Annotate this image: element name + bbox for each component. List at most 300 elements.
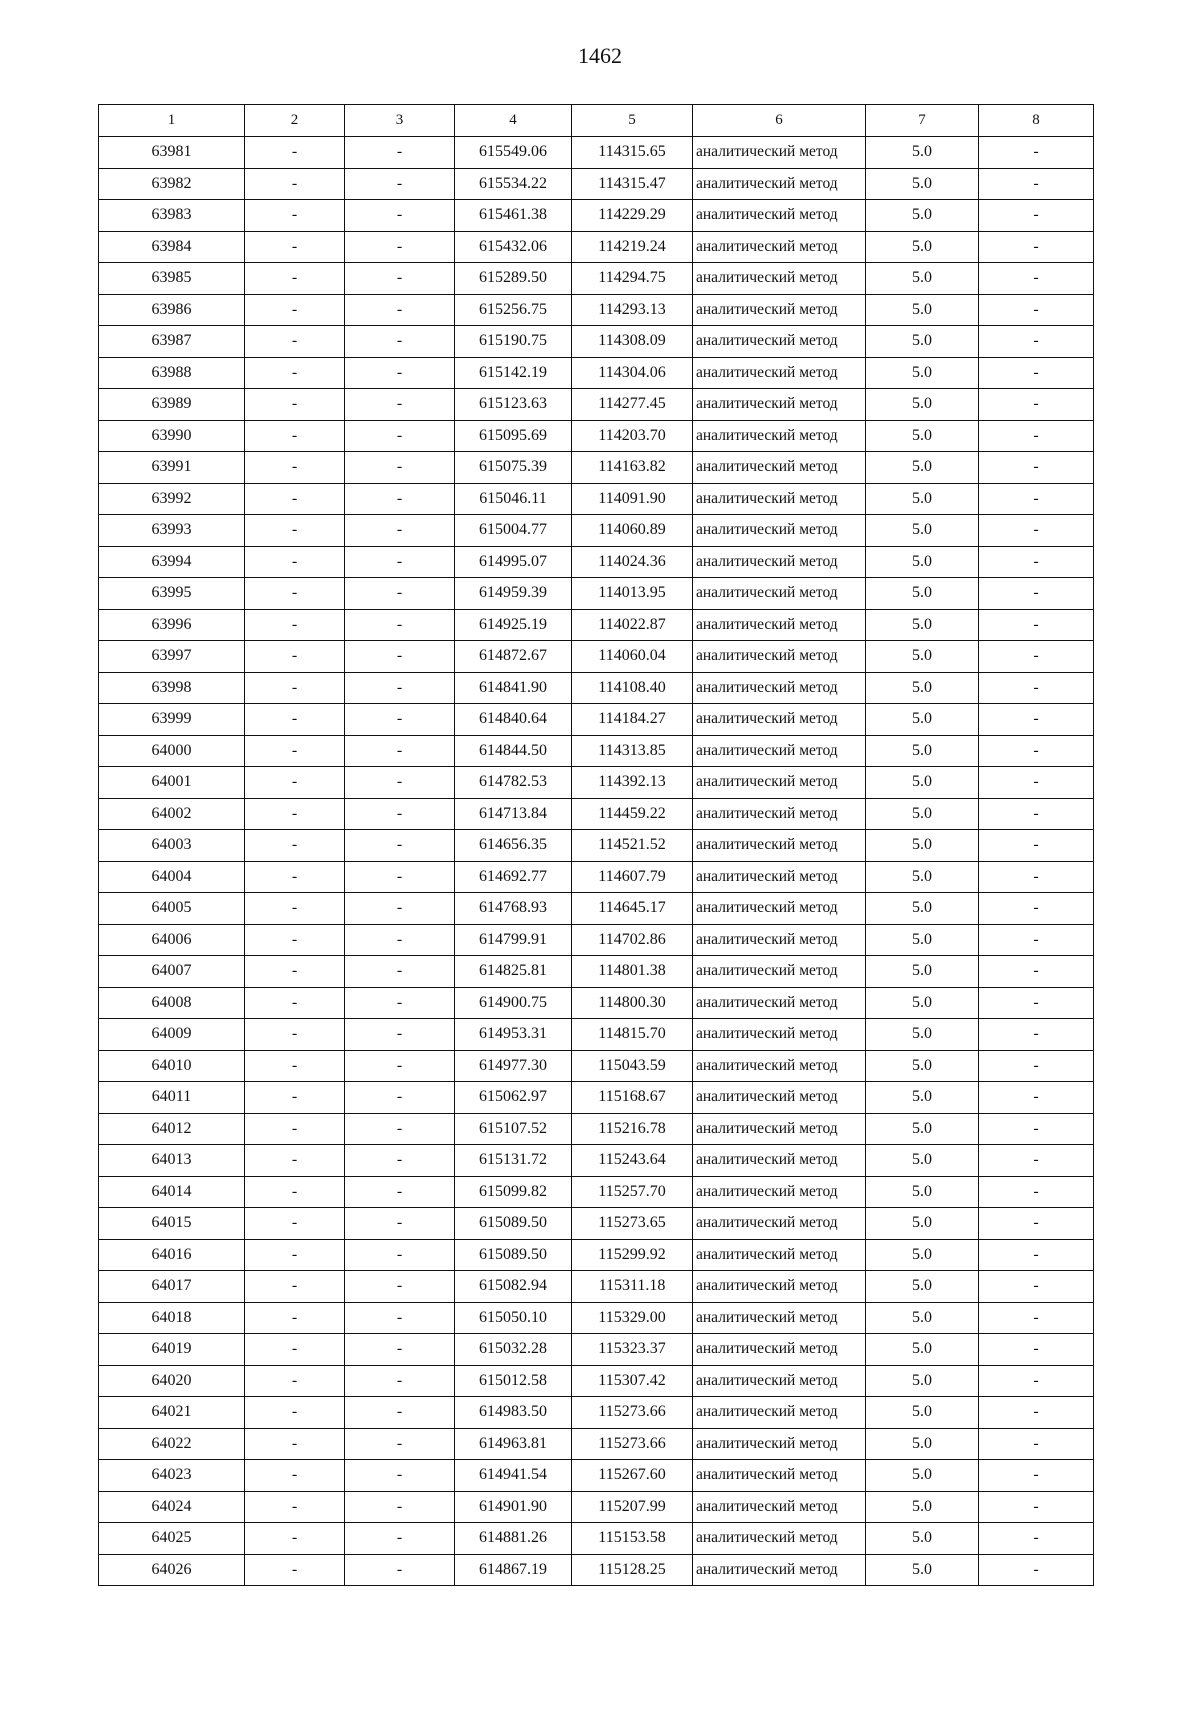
table-row (99, 641, 1094, 673)
cell-col-3: - (345, 389, 455, 421)
cell-col-3: - (345, 1365, 455, 1397)
cell-accuracy: 5.0 (866, 1491, 979, 1523)
cell-coord-x: 615004.77 (455, 515, 572, 547)
cell-method: аналитический метод (693, 1271, 866, 1303)
cell-coord-x: 615075.39 (455, 452, 572, 484)
cell-coord-x: 614713.84 (455, 798, 572, 830)
cell-point-number: 63999 (99, 704, 245, 736)
table-row (99, 1208, 1094, 1240)
cell-col-3: - (345, 704, 455, 736)
cell-coord-y: 114277.45 (572, 389, 693, 421)
cell-accuracy: 5.0 (866, 1334, 979, 1366)
cell-col-2: - (245, 1145, 345, 1177)
cell-accuracy: 5.0 (866, 1145, 979, 1177)
table-row (99, 830, 1094, 862)
cell-col-2: - (245, 137, 345, 169)
table-row (99, 1145, 1094, 1177)
table-row (99, 861, 1094, 893)
cell-coord-x: 614825.81 (455, 956, 572, 988)
cell-method: аналитический метод (693, 893, 866, 925)
cell-col-2: - (245, 767, 345, 799)
cell-method: аналитический метод (693, 861, 866, 893)
cell-col-3: - (345, 294, 455, 326)
table-row (99, 1302, 1094, 1334)
cell-accuracy: 5.0 (866, 987, 979, 1019)
cell-method: аналитический метод (693, 830, 866, 862)
cell-col-2: - (245, 1271, 345, 1303)
cell-method: аналитический метод (693, 987, 866, 1019)
cell-col-8: - (979, 672, 1094, 704)
cell-coord-x: 614925.19 (455, 609, 572, 641)
table-row (99, 987, 1094, 1019)
cell-coord-x: 614983.50 (455, 1397, 572, 1429)
cell-method: аналитический метод (693, 578, 866, 610)
cell-accuracy: 5.0 (866, 1239, 979, 1271)
column-header-2: 2 (245, 105, 345, 137)
cell-col-8: - (979, 861, 1094, 893)
cell-col-8: - (979, 1365, 1094, 1397)
cell-point-number: 64006 (99, 924, 245, 956)
cell-col-3: - (345, 1176, 455, 1208)
cell-col-2: - (245, 326, 345, 358)
cell-col-3: - (345, 1145, 455, 1177)
cell-accuracy: 5.0 (866, 1365, 979, 1397)
cell-accuracy: 5.0 (866, 609, 979, 641)
cell-point-number: 64012 (99, 1113, 245, 1145)
table-row (99, 578, 1094, 610)
cell-point-number: 64001 (99, 767, 245, 799)
cell-accuracy: 5.0 (866, 672, 979, 704)
cell-col-8: - (979, 893, 1094, 925)
cell-col-2: - (245, 1428, 345, 1460)
cell-col-2: - (245, 578, 345, 610)
cell-col-8: - (979, 641, 1094, 673)
table-row (99, 263, 1094, 295)
cell-coord-y: 114060.04 (572, 641, 693, 673)
cell-method: аналитический метод (693, 1113, 866, 1145)
cell-coord-y: 114013.95 (572, 578, 693, 610)
cell-coord-x: 614867.19 (455, 1554, 572, 1586)
cell-coord-y: 114294.75 (572, 263, 693, 295)
cell-coord-y: 114308.09 (572, 326, 693, 358)
cell-method: аналитический метод (693, 1460, 866, 1492)
cell-coord-y: 114091.90 (572, 483, 693, 515)
cell-method: аналитический метод (693, 294, 866, 326)
cell-accuracy: 5.0 (866, 420, 979, 452)
table-row (99, 1113, 1094, 1145)
cell-col-2: - (245, 546, 345, 578)
table-row (99, 767, 1094, 799)
cell-col-8: - (979, 798, 1094, 830)
cell-col-8: - (979, 609, 1094, 641)
cell-coord-y: 114163.82 (572, 452, 693, 484)
cell-method: аналитический метод (693, 231, 866, 263)
cell-col-3: - (345, 1050, 455, 1082)
cell-method: аналитический метод (693, 326, 866, 358)
cell-coord-x: 615123.63 (455, 389, 572, 421)
cell-col-3: - (345, 798, 455, 830)
cell-coord-y: 115273.65 (572, 1208, 693, 1240)
cell-coord-y: 114229.29 (572, 200, 693, 232)
cell-method: аналитический метод (693, 357, 866, 389)
table-row (99, 1428, 1094, 1460)
cell-coord-x: 615549.06 (455, 137, 572, 169)
table-row (99, 1491, 1094, 1523)
cell-col-8: - (979, 231, 1094, 263)
cell-point-number: 63982 (99, 168, 245, 200)
cell-col-8: - (979, 546, 1094, 578)
cell-coord-y: 114060.89 (572, 515, 693, 547)
column-header-4: 4 (455, 105, 572, 137)
cell-col-3: - (345, 578, 455, 610)
cell-coord-x: 614953.31 (455, 1019, 572, 1051)
cell-col-2: - (245, 357, 345, 389)
cell-coord-y: 114313.85 (572, 735, 693, 767)
cell-col-8: - (979, 1554, 1094, 1586)
cell-coord-y: 115128.25 (572, 1554, 693, 1586)
cell-col-3: - (345, 326, 455, 358)
column-header-5: 5 (572, 105, 693, 137)
cell-coord-x: 615432.06 (455, 231, 572, 263)
cell-accuracy: 5.0 (866, 1208, 979, 1240)
cell-col-8: - (979, 1145, 1094, 1177)
cell-point-number: 64010 (99, 1050, 245, 1082)
cell-method: аналитический метод (693, 1397, 866, 1429)
table-row (99, 956, 1094, 988)
cell-col-3: - (345, 546, 455, 578)
cell-col-2: - (245, 672, 345, 704)
cell-col-8: - (979, 483, 1094, 515)
cell-col-3: - (345, 137, 455, 169)
cell-col-2: - (245, 956, 345, 988)
cell-point-number: 64025 (99, 1523, 245, 1555)
cell-point-number: 64002 (99, 798, 245, 830)
cell-col-2: - (245, 987, 345, 1019)
table-row (99, 893, 1094, 925)
cell-col-3: - (345, 861, 455, 893)
cell-coord-y: 114702.86 (572, 924, 693, 956)
cell-accuracy: 5.0 (866, 452, 979, 484)
table-row (99, 294, 1094, 326)
table-row (99, 1334, 1094, 1366)
cell-coord-x: 614941.54 (455, 1460, 572, 1492)
cell-col-8: - (979, 326, 1094, 358)
cell-col-8: - (979, 1019, 1094, 1051)
cell-col-3: - (345, 420, 455, 452)
cell-point-number: 64024 (99, 1491, 245, 1523)
cell-col-3: - (345, 1019, 455, 1051)
table-row (99, 200, 1094, 232)
cell-col-3: - (345, 515, 455, 547)
cell-coord-y: 115267.60 (572, 1460, 693, 1492)
coordinates-table (98, 104, 1094, 1586)
cell-coord-x: 614799.91 (455, 924, 572, 956)
cell-col-2: - (245, 1334, 345, 1366)
cell-accuracy: 5.0 (866, 1554, 979, 1586)
column-header-3: 3 (345, 105, 455, 137)
cell-method: аналитический метод (693, 1428, 866, 1460)
cell-accuracy: 5.0 (866, 830, 979, 862)
cell-method: аналитический метод (693, 1050, 866, 1082)
cell-point-number: 63989 (99, 389, 245, 421)
cell-col-3: - (345, 1397, 455, 1429)
cell-col-2: - (245, 389, 345, 421)
cell-point-number: 64000 (99, 735, 245, 767)
cell-col-2: - (245, 1365, 345, 1397)
table-row (99, 1239, 1094, 1271)
cell-col-8: - (979, 987, 1094, 1019)
cell-col-8: - (979, 767, 1094, 799)
cell-point-number: 64022 (99, 1428, 245, 1460)
cell-coord-y: 114801.38 (572, 956, 693, 988)
cell-method: аналитический метод (693, 168, 866, 200)
cell-point-number: 64013 (99, 1145, 245, 1177)
cell-col-3: - (345, 200, 455, 232)
cell-method: аналитический метод (693, 609, 866, 641)
cell-col-3: - (345, 924, 455, 956)
cell-accuracy: 5.0 (866, 735, 979, 767)
cell-method: аналитический метод (693, 200, 866, 232)
cell-coord-x: 614844.50 (455, 735, 572, 767)
cell-col-8: - (979, 1397, 1094, 1429)
cell-col-2: - (245, 704, 345, 736)
table-body (99, 137, 1094, 1586)
cell-accuracy: 5.0 (866, 515, 979, 547)
cell-col-3: - (345, 987, 455, 1019)
cell-col-2: - (245, 1019, 345, 1051)
cell-col-2: - (245, 1082, 345, 1114)
table-row (99, 672, 1094, 704)
cell-col-3: - (345, 1302, 455, 1334)
cell-method: аналитический метод (693, 1176, 866, 1208)
cell-coord-y: 115216.78 (572, 1113, 693, 1145)
cell-col-8: - (979, 1334, 1094, 1366)
table-row (99, 1554, 1094, 1586)
cell-accuracy: 5.0 (866, 704, 979, 736)
cell-col-2: - (245, 294, 345, 326)
cell-coord-x: 615082.94 (455, 1271, 572, 1303)
cell-col-3: - (345, 767, 455, 799)
cell-point-number: 64017 (99, 1271, 245, 1303)
table-row (99, 1271, 1094, 1303)
cell-col-3: - (345, 1208, 455, 1240)
cell-coord-y: 115153.58 (572, 1523, 693, 1555)
cell-coord-x: 615534.22 (455, 168, 572, 200)
cell-col-3: - (345, 1271, 455, 1303)
cell-accuracy: 5.0 (866, 578, 979, 610)
cell-col-3: - (345, 672, 455, 704)
table-row (99, 357, 1094, 389)
cell-col-2: - (245, 1176, 345, 1208)
cell-method: аналитический метод (693, 1302, 866, 1334)
cell-point-number: 64019 (99, 1334, 245, 1366)
cell-col-2: - (245, 1302, 345, 1334)
cell-coord-x: 615099.82 (455, 1176, 572, 1208)
cell-point-number: 63987 (99, 326, 245, 358)
cell-col-2: - (245, 1554, 345, 1586)
table-row (99, 1523, 1094, 1555)
cell-coord-y: 115299.92 (572, 1239, 693, 1271)
cell-col-2: - (245, 483, 345, 515)
cell-point-number: 63996 (99, 609, 245, 641)
cell-accuracy: 5.0 (866, 263, 979, 295)
cell-col-8: - (979, 578, 1094, 610)
cell-coord-y: 115243.64 (572, 1145, 693, 1177)
cell-coord-y: 115311.18 (572, 1271, 693, 1303)
cell-accuracy: 5.0 (866, 893, 979, 925)
cell-col-3: - (345, 1554, 455, 1586)
cell-col-8: - (979, 1491, 1094, 1523)
cell-coord-x: 614881.26 (455, 1523, 572, 1555)
cell-coord-y: 114815.70 (572, 1019, 693, 1051)
cell-coord-y: 114022.87 (572, 609, 693, 641)
cell-point-number: 64007 (99, 956, 245, 988)
cell-point-number: 63995 (99, 578, 245, 610)
cell-coord-x: 614841.90 (455, 672, 572, 704)
cell-point-number: 63993 (99, 515, 245, 547)
cell-accuracy: 5.0 (866, 1050, 979, 1082)
table-row (99, 1176, 1094, 1208)
cell-accuracy: 5.0 (866, 200, 979, 232)
cell-col-2: - (245, 1523, 345, 1555)
cell-coord-y: 114304.06 (572, 357, 693, 389)
table-row (99, 609, 1094, 641)
cell-coord-x: 615046.11 (455, 483, 572, 515)
cell-coord-x: 615012.58 (455, 1365, 572, 1397)
table-row (99, 1397, 1094, 1429)
cell-col-2: - (245, 1397, 345, 1429)
table-row (99, 137, 1094, 169)
cell-col-8: - (979, 420, 1094, 452)
cell-point-number: 64014 (99, 1176, 245, 1208)
cell-coord-y: 115257.70 (572, 1176, 693, 1208)
cell-point-number: 63983 (99, 200, 245, 232)
cell-col-2: - (245, 1050, 345, 1082)
cell-accuracy: 5.0 (866, 168, 979, 200)
cell-coord-x: 614692.77 (455, 861, 572, 893)
cell-point-number: 64004 (99, 861, 245, 893)
cell-col-2: - (245, 893, 345, 925)
cell-col-8: - (979, 515, 1094, 547)
cell-method: аналитический метод (693, 1554, 866, 1586)
cell-accuracy: 5.0 (866, 1019, 979, 1051)
cell-coord-x: 614901.90 (455, 1491, 572, 1523)
cell-coord-y: 115307.42 (572, 1365, 693, 1397)
cell-col-8: - (979, 200, 1094, 232)
cell-accuracy: 5.0 (866, 798, 979, 830)
table-row (99, 483, 1094, 515)
cell-method: аналитический метод (693, 1239, 866, 1271)
cell-coord-x: 615142.19 (455, 357, 572, 389)
cell-col-2: - (245, 420, 345, 452)
cell-coord-y: 114315.47 (572, 168, 693, 200)
cell-coord-x: 614872.67 (455, 641, 572, 673)
cell-col-3: - (345, 830, 455, 862)
column-header-1: 1 (99, 105, 245, 137)
cell-accuracy: 5.0 (866, 1082, 979, 1114)
cell-method: аналитический метод (693, 546, 866, 578)
cell-point-number: 63991 (99, 452, 245, 484)
cell-col-2: - (245, 1208, 345, 1240)
table-row (99, 1050, 1094, 1082)
cell-col-2: - (245, 830, 345, 862)
cell-method: аналитический метод (693, 515, 866, 547)
cell-method: аналитический метод (693, 704, 866, 736)
cell-method: аналитический метод (693, 1082, 866, 1114)
cell-accuracy: 5.0 (866, 483, 979, 515)
cell-col-2: - (245, 1460, 345, 1492)
cell-coord-y: 115329.00 (572, 1302, 693, 1334)
cell-accuracy: 5.0 (866, 1460, 979, 1492)
cell-col-2: - (245, 200, 345, 232)
cell-point-number: 63985 (99, 263, 245, 295)
cell-point-number: 64023 (99, 1460, 245, 1492)
cell-col-8: - (979, 956, 1094, 988)
cell-coord-x: 615131.72 (455, 1145, 572, 1177)
cell-point-number: 63988 (99, 357, 245, 389)
table-row (99, 1019, 1094, 1051)
page-number: 1462 (578, 43, 622, 68)
cell-col-8: - (979, 294, 1094, 326)
cell-col-2: - (245, 263, 345, 295)
cell-coord-y: 114219.24 (572, 231, 693, 263)
cell-col-3: - (345, 1334, 455, 1366)
cell-col-8: - (979, 452, 1094, 484)
cell-coord-x: 614782.53 (455, 767, 572, 799)
cell-col-3: - (345, 1239, 455, 1271)
cell-col-3: - (345, 1460, 455, 1492)
table-row (99, 798, 1094, 830)
cell-col-8: - (979, 924, 1094, 956)
cell-col-3: - (345, 956, 455, 988)
cell-coord-y: 114800.30 (572, 987, 693, 1019)
cell-coord-y: 114459.22 (572, 798, 693, 830)
cell-point-number: 63990 (99, 420, 245, 452)
cell-coord-x: 615256.75 (455, 294, 572, 326)
cell-coord-y: 115273.66 (572, 1428, 693, 1460)
cell-method: аналитический метод (693, 1019, 866, 1051)
cell-col-8: - (979, 137, 1094, 169)
column-header-7: 7 (866, 105, 979, 137)
cell-coord-x: 615289.50 (455, 263, 572, 295)
cell-col-2: - (245, 1113, 345, 1145)
cell-point-number: 64020 (99, 1365, 245, 1397)
cell-method: аналитический метод (693, 1365, 866, 1397)
cell-coord-x: 614977.30 (455, 1050, 572, 1082)
cell-accuracy: 5.0 (866, 1397, 979, 1429)
table-row (99, 735, 1094, 767)
cell-point-number: 64026 (99, 1554, 245, 1586)
cell-col-8: - (979, 1082, 1094, 1114)
cell-coord-y: 114392.13 (572, 767, 693, 799)
cell-col-3: - (345, 735, 455, 767)
cell-accuracy: 5.0 (866, 294, 979, 326)
cell-col-8: - (979, 1208, 1094, 1240)
column-header-8: 8 (979, 105, 1094, 137)
cell-col-3: - (345, 483, 455, 515)
cell-accuracy: 5.0 (866, 861, 979, 893)
cell-coord-x: 615062.97 (455, 1082, 572, 1114)
cell-col-3: - (345, 893, 455, 925)
cell-col-8: - (979, 1523, 1094, 1555)
cell-col-8: - (979, 1271, 1094, 1303)
cell-coord-y: 115323.37 (572, 1334, 693, 1366)
cell-accuracy: 5.0 (866, 767, 979, 799)
cell-col-2: - (245, 798, 345, 830)
cell-coord-y: 114293.13 (572, 294, 693, 326)
cell-col-8: - (979, 1239, 1094, 1271)
cell-col-3: - (345, 1523, 455, 1555)
